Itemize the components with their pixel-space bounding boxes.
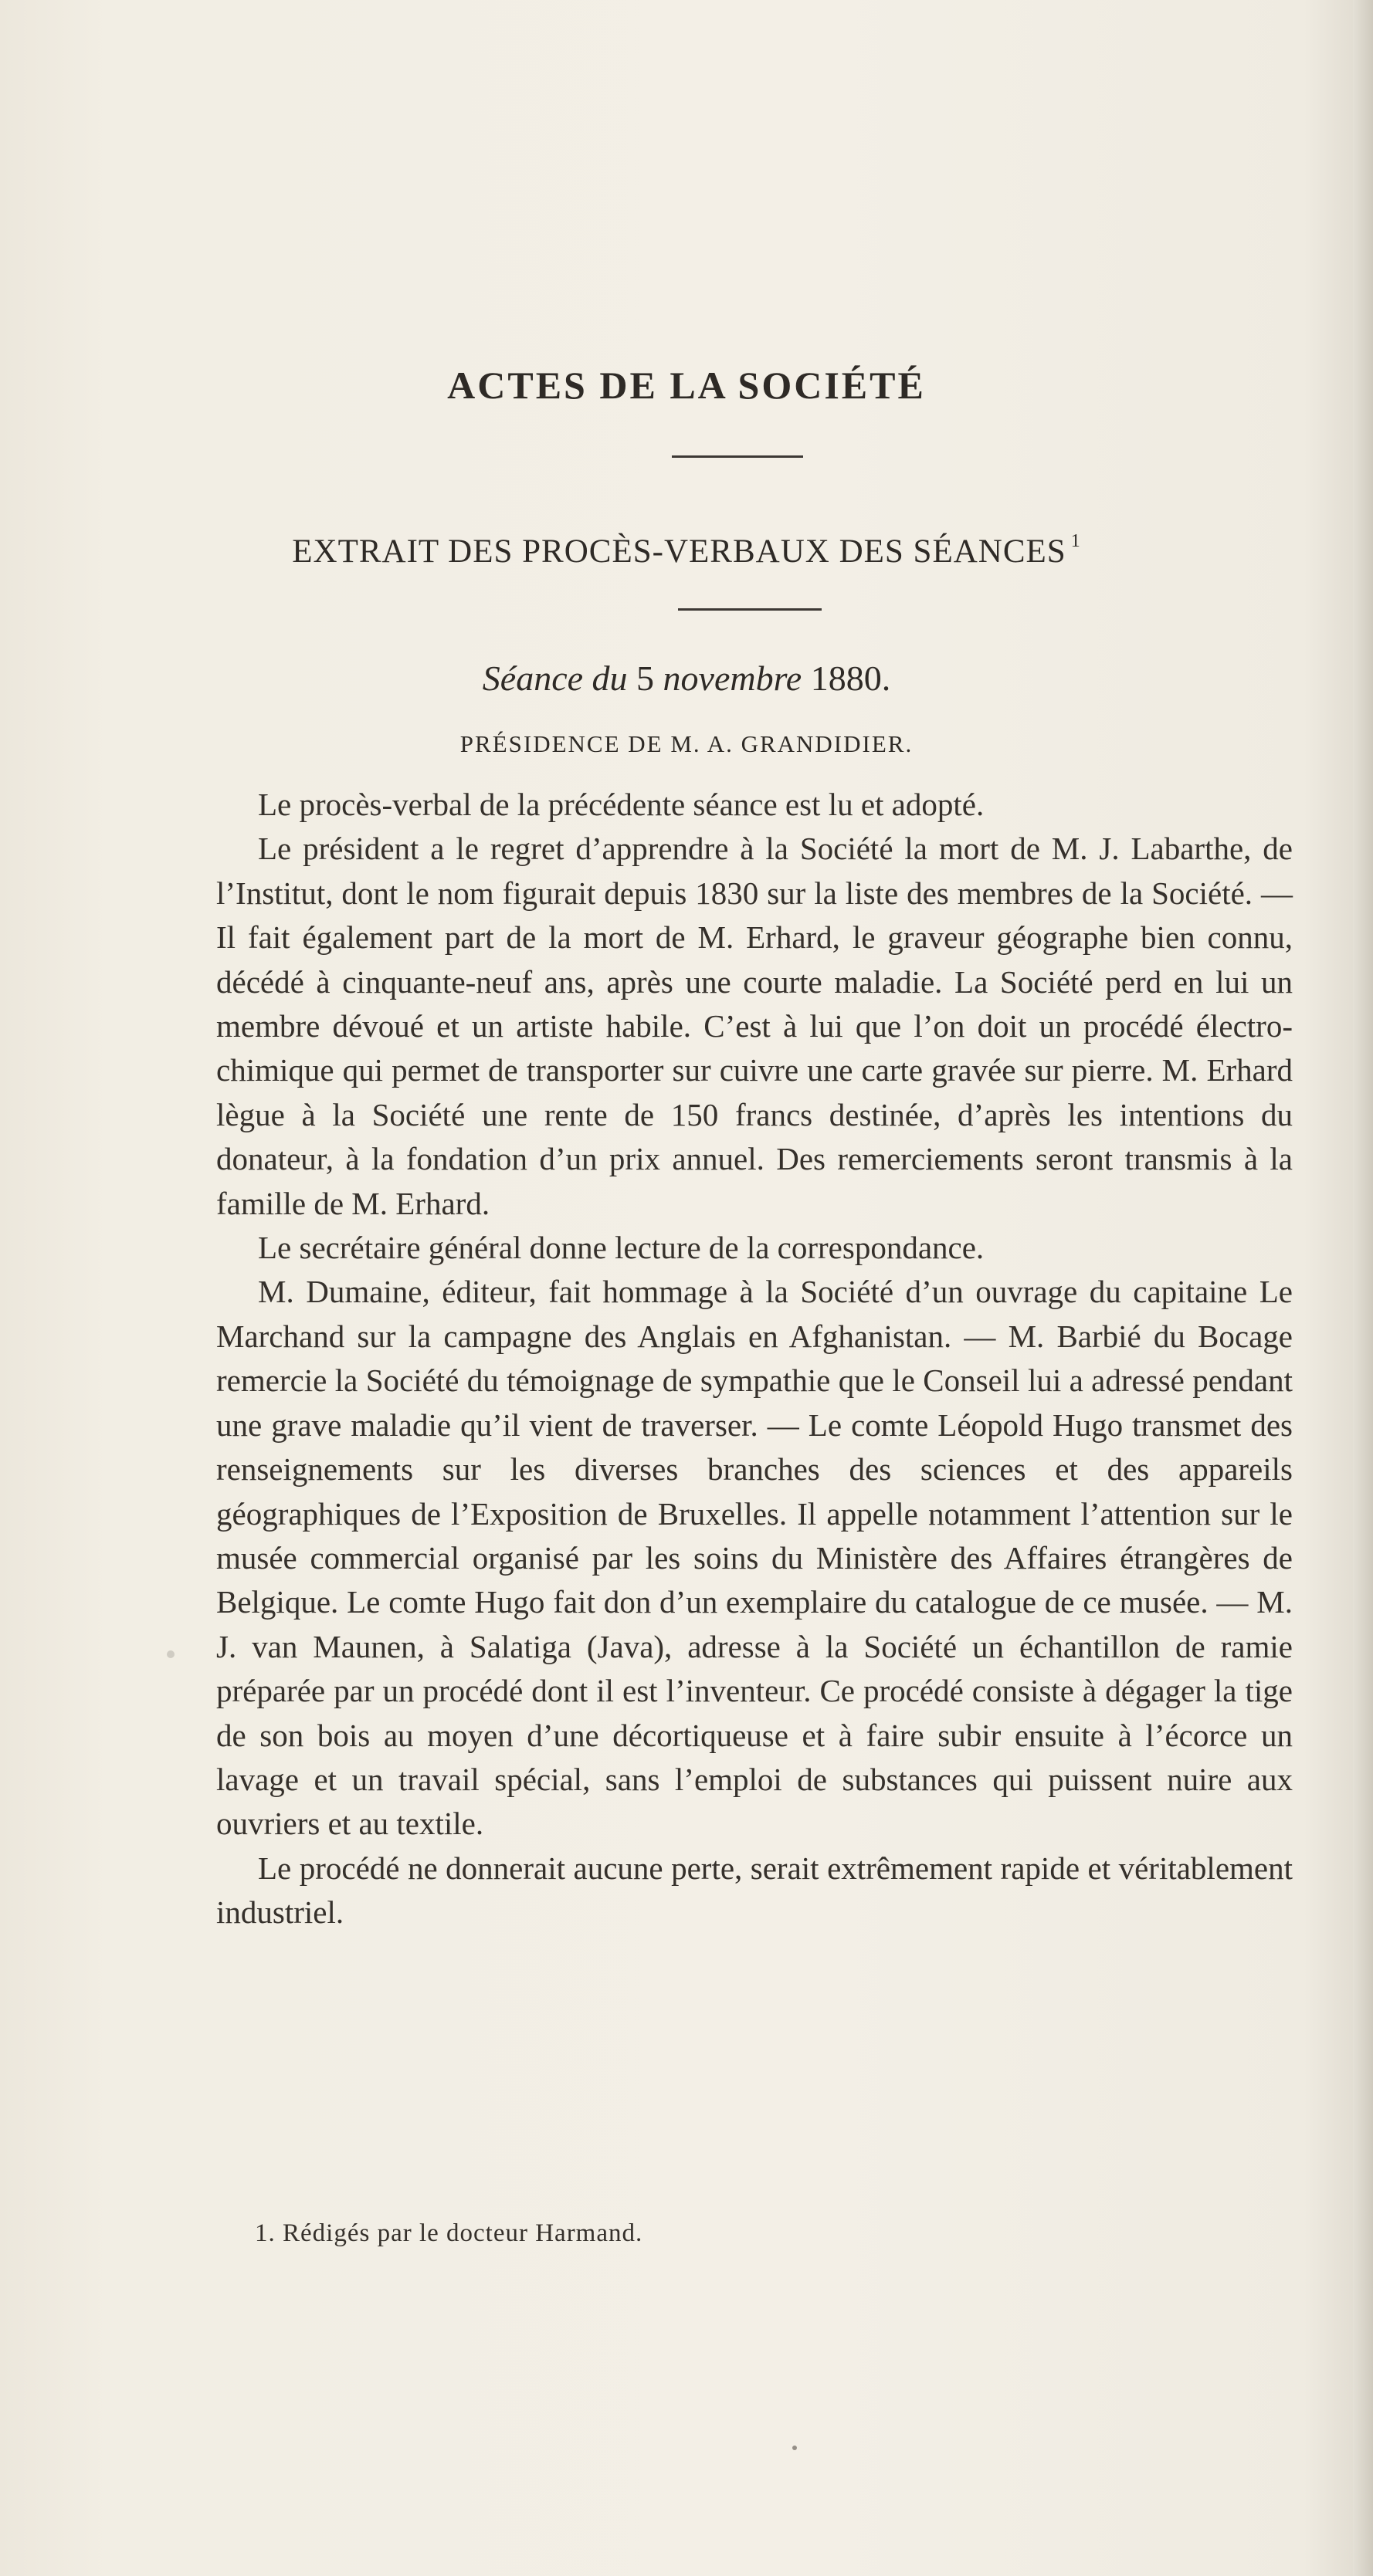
session-date bbox=[0, 658, 1373, 699]
paper-stain bbox=[167, 1650, 175, 1658]
subtitle bbox=[0, 533, 1373, 570]
paragraph: M. Dumaine, éditeur, fait hommage à la Société d’un ouvrage du capitaine Le Marchand sur la campagne des Anglais en Afghanistan. — M. Barbié du Bocage remercie la Société du témoignage de sympathie que le Conseil lui a adressé pendant une grave maladie qu’il vient de traverser. — Le comte Léopold Hugo transmet des renseignements sur les diverses branches des sciences et des appareils géographiques de l’Exposition de Bruxelles. Il appelle notamment l’attention sur le musée commercial organisé par les soins du Ministère des Affaires étrangères de Belgique. Le comte Hugo fait don d’un exemplaire du catalogue de ce musée. — M. J. van Maunen, à Salatiga (Java), adresse à la Société un échantillon de ramie préparée par un procédé dont il est l’inventeur. Ce procédé consiste à dégager la tige de son bois au moyen d’une décortiqueuse et à faire subir ensuite à l’écorce un lavage et un travail spécial, sans l’emploi de substances qui puissent nuire aux ouvriers et au textile. bbox=[216, 1274, 1293, 1842]
paragraph: Le procédé ne donnerait aucune perte, serait extrêmement rapide et véritablement industriel. bbox=[216, 1850, 1293, 1931]
subtitle-text: EXTRAIT DES PROCÈS-VERBAUX DES SÉANCES bbox=[292, 533, 1066, 570]
paragraph: Le procès-verbal de la précédente séance est lu et adopté. bbox=[258, 787, 985, 822]
title-divider bbox=[672, 455, 803, 458]
session-date-month: novembre bbox=[663, 658, 802, 698]
ink-speck bbox=[792, 2446, 797, 2450]
session-date-day: 5 bbox=[636, 658, 655, 698]
footnote: 1. Rédigés par le docteur Harmand. bbox=[255, 2219, 643, 2247]
subtitle-divider bbox=[678, 608, 822, 611]
section-title: ACTES DE LA SOCIÉTÉ bbox=[447, 364, 926, 407]
session-date-year: 1880. bbox=[810, 658, 891, 698]
paragraph: Le président a le regret d’apprendre à la Société la mort de M. J. Labarthe, de l’Institut, dont le nom figurait depuis 1830 sur la liste des membres de la Société. — Il fait également part de la mort de M. Erhard, le graveur géographe bien connu, décédé à cinquante-neuf ans, après une courte maladie. La Société perd en lui un membre dévoué et un artiste habile. C’est à lui que l’on doit un procédé électro-chimique qui permet de transporter sur cuivre une carte gravée sur pierre. M. Erhard lègue à la Société une rente de 150 francs destinée, d’après les intentions du donateur, à la fondation d’un prix annuel. Des remerciements seront transmis à la famille de M. Erhard. bbox=[216, 831, 1293, 1221]
session-date-prefix: Séance du bbox=[482, 658, 628, 698]
paragraph: Le secrétaire général donne lecture de la correspondance. bbox=[258, 1230, 985, 1266]
presidency-line: PRÉSIDENCE DE M. A. GRANDIDIER. bbox=[459, 730, 914, 757]
minutes-body bbox=[216, 783, 1293, 1935]
footnote-reference: 1 bbox=[1070, 531, 1081, 551]
